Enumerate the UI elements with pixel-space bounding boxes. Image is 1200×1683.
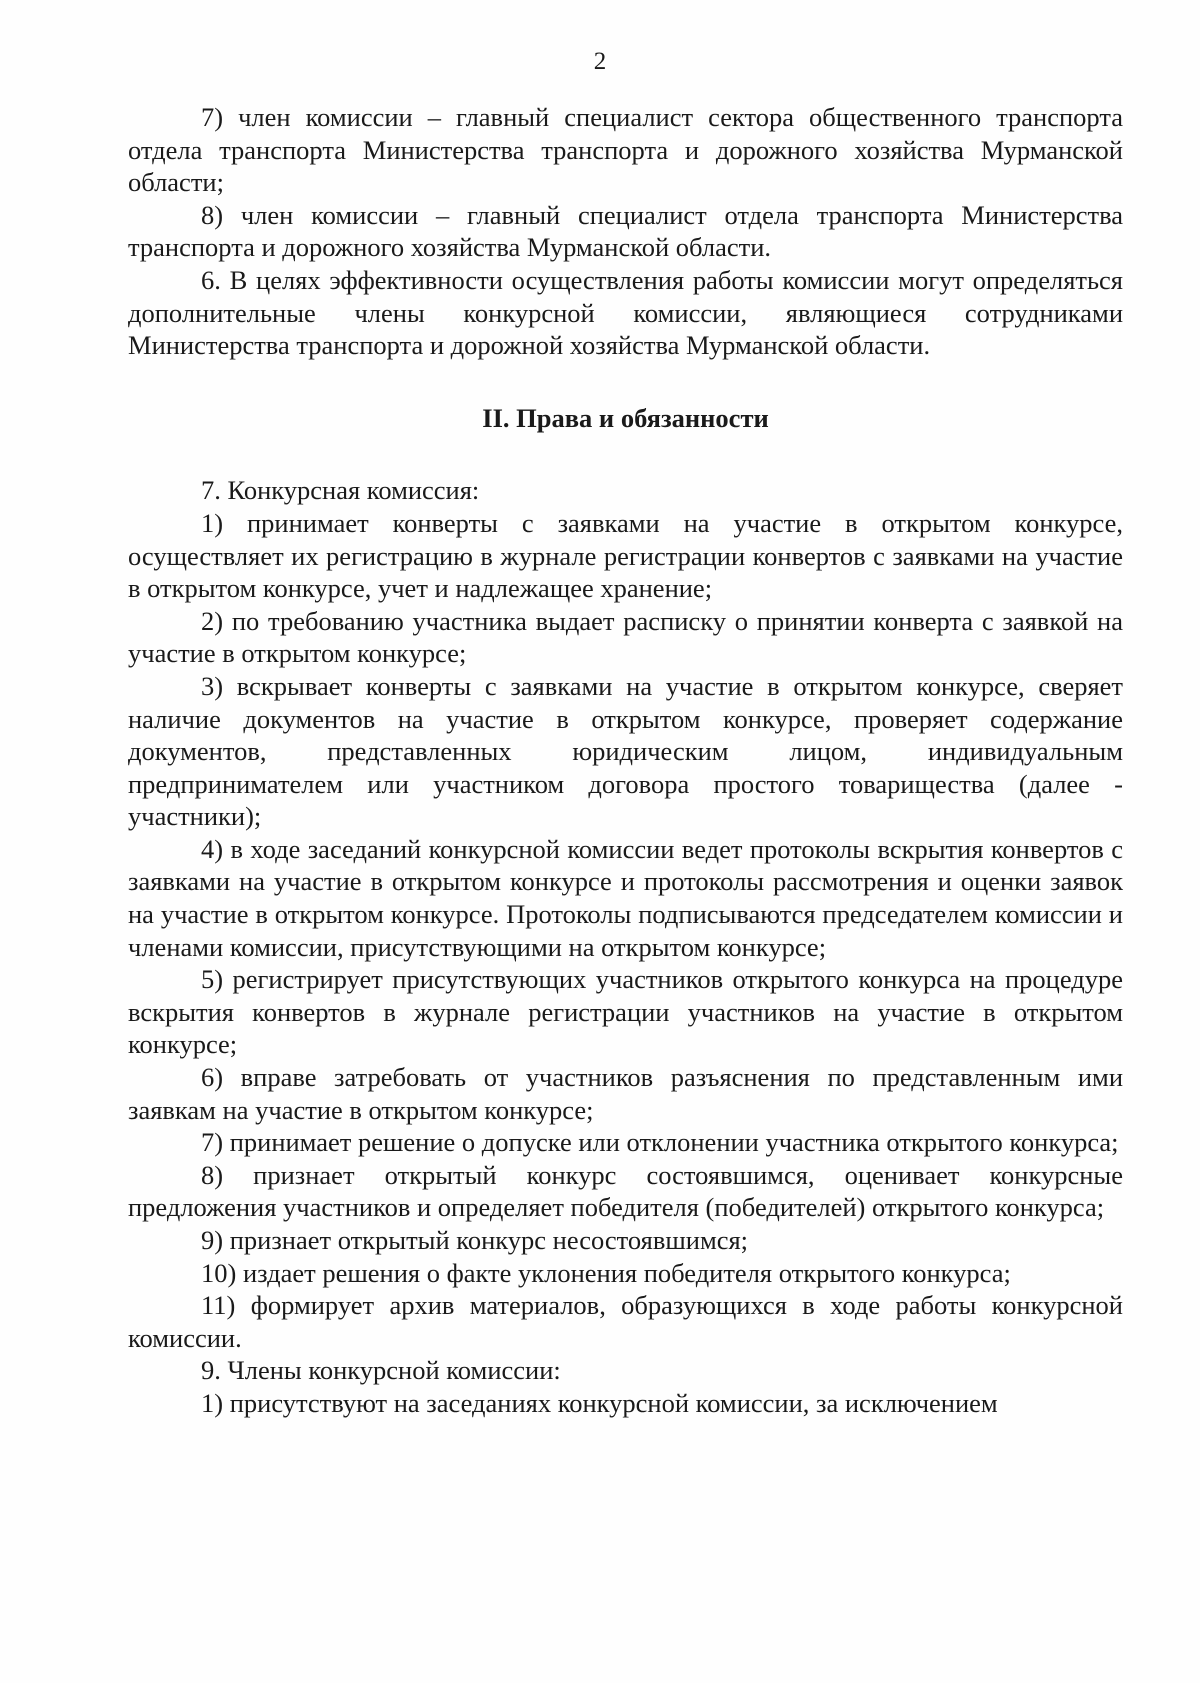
paragraph-item-8: 8) признает открытый конкурс состоявшимся, оценивает конкурсные предложения участников и определяет победителя (победителей) открытого конкурса; — [128, 1159, 1123, 1223]
paragraph-item-10: 10) издает решения о факте уклонения победителя открытого конкурса; — [201, 1257, 1011, 1288]
paragraph-item-2: 2) по требованию участника выдает расписку о принятии конверта с заявкой на участие в открытом конкурсе; — [128, 605, 1123, 669]
paragraph-member-8: 8) член комиссии – главный специалист отдела транспорта Министерства транспорта и дорожного хозяйства Мурманской области. — [128, 199, 1123, 263]
paragraph-item-7: 7) принимает решение о допуске или отклонении участника открытого конкурса; — [201, 1127, 1119, 1158]
section-heading: II. Права и обязанности — [482, 402, 769, 433]
paragraph-item-1: 1) принимает конверты с заявками на участие в открытом конкурсе, осуществляет их регистрацию в журнале регистрации конвертов с заявками на участие в открытом конкурсе, учет и надлежащее хранение; — [128, 507, 1123, 604]
page-number: 2 — [593, 48, 607, 75]
paragraph-item-3: 3) вскрывает конверты с заявками на участие в открытом конкурсе, сверяет наличие документов на участие в открытом конкурсе, проверяет содержание документов, представленных юридическим лицом, индивидуальным предпринимателем или участником договора простого товарищества (далее - участники); — [128, 670, 1123, 832]
paragraph-item-9: 9) признает открытый конкурс несостоявшимся; — [201, 1225, 749, 1255]
paragraph-member-7: 7) член комиссии – главный специалист сектора общественного транспорта отдела транспорта Министерства транспорта и дорожного хозяйства Мурманской области; — [128, 102, 1123, 198]
paragraph-item-4: 4) в ходе заседаний конкурсной комиссии ведет протоколы вскрытия конвертов с заявками на участие в открытом конкурсе и протоколы рассмотрения и оценки заявок на участие в открытом конкурсе. Протоколы подписываются председателем комиссии и членами комиссии, присутствующими на открытом конкурсе; — [128, 833, 1123, 962]
paragraph-clause-7: 7. Конкурсная комиссия: — [201, 475, 480, 506]
paragraph-item-5: 5) регистрирует присутствующих участников открытого конкурса на процедуре вскрытия конвертов в журнале регистрации участников на участие в открытом конкурсе; — [128, 964, 1123, 1060]
paragraph-clause-6: 6. В целях эффективности осуществления работы комиссии могут определяться дополнительные члены конкурсной комиссии, являющиеся сотрудниками Министерства транспорта и дорожной хозяйства Мурманской области. — [128, 264, 1123, 361]
paragraph-item-6: 6) вправе затребовать от участников разъяснения по представленным ими заявкам на участие в открытом конкурсе; — [128, 1062, 1123, 1125]
paragraph-item-11: 11) формирует архив материалов, образующихся в ходе работы конкурсной комиссии. — [128, 1290, 1123, 1353]
paragraph-clause-9: 9. Члены конкурсной комиссии: — [201, 1355, 561, 1386]
document-body — [128, 101, 1123, 1420]
paragraph-member-duty-1: 1) присутствуют на заседаниях конкурсной комиссии, за исключением — [201, 1387, 998, 1418]
